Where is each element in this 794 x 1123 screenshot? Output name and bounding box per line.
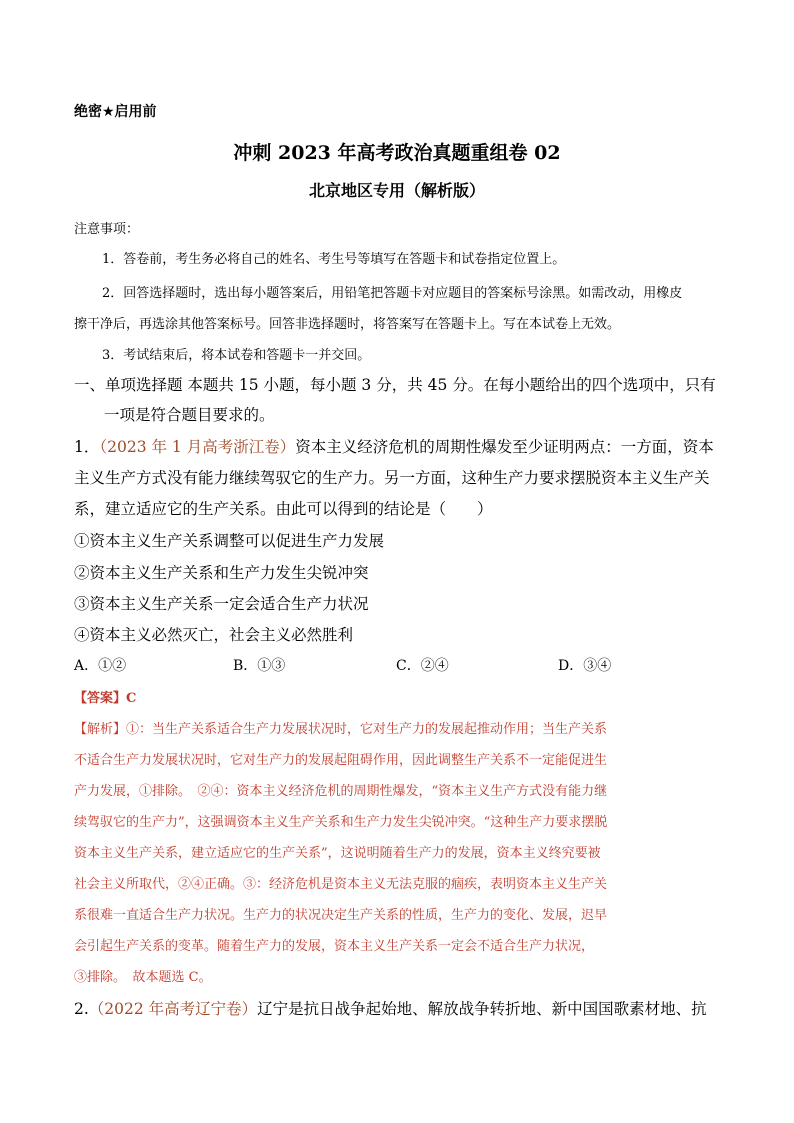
page-title: 冲刺 2023 年高考政治真题重组卷 02 <box>233 142 561 164</box>
analysis-line-2: 不适合生产力发展状况时，它对生产力的发展起阻碍作用，因此调整生产关系不一定能促进生 <box>74 753 608 768</box>
question-1-line-1 <box>74 435 714 457</box>
section-heading-cont: 一项是符合题目要求的。 <box>104 406 275 424</box>
analysis-line-8: 会引起生产关系的变革。随着生产力的发展，资本主义生产关系一定会不适合生产力状况， <box>74 939 595 954</box>
notice-item-1: 1．答卷前，考生务必将自己的姓名、考生号等填写在答题卡和试卷指定位置上。 <box>102 252 566 267</box>
statement-3: ③资本主义生产关系一定会适合生产力状况 <box>74 595 369 613</box>
question-stem: 辽宁是抗日战争起始地、解放战争转折地、新中国国歌素材地、抗 <box>257 1000 707 1018</box>
answer-label: 【答案】C <box>74 691 137 706</box>
analysis-line-7: 系很难一直适合生产力状况。生产力的状况决定生产关系的性质，生产力的变化、发展，迟早 <box>74 908 608 923</box>
question-stem: 资本主义经济危机的周期性爆发至少证明两点：一方面，资本 <box>295 438 714 456</box>
analysis-line-6: 社会主义所取代，②④正确。③：经济危机是资本主义无法克服的痼疾，表明资本主义生产关 <box>74 877 608 892</box>
statement-2: ②资本主义生产关系和生产力发生尖锐冲突 <box>74 564 369 582</box>
statement-1: ①资本主义生产关系调整可以促进生产力发展 <box>74 532 385 550</box>
analysis-line-1: 【解析】①：当生产关系适合生产力发展状况时，它对生产力的发展起推动作用；当生产关系 <box>74 722 608 737</box>
question-1-line-2: 主义生产方式没有能力继续驾驭它的生产力。另一方面，这种生产力要求摆脱资本主义生产关 <box>74 469 710 487</box>
notice-item-2-cont: 擦干净后，再选涂其他答案标号。回答非选择题时，将答案写在答题卡上。写在本试卷上无效。 <box>74 317 621 332</box>
option-d: D．③④ <box>558 658 612 674</box>
question-number: 2. <box>74 1000 89 1018</box>
statement-4: ④资本主义必然灭亡，社会主义必然胜利 <box>74 626 354 644</box>
question-1-line-3: 系，建立适应它的生产关系。由此可以得到的结论是（ ） <box>74 500 493 518</box>
analysis-line-4: 续驾驭它的生产力”，这强调资本主义生产关系和生产力发生尖锐冲突。“这种生产力要求摆脱 <box>74 815 608 830</box>
question-number: 1． <box>74 438 100 456</box>
notice-item-2: 2．回答选择题时，选出每小题答案后，用铅笔把答题卡对应题目的答案标号涂黑。如需改动，用橡皮 <box>102 286 683 301</box>
notice-item-3: 3．考试结束后，将本试卷和答题卡一并交回。 <box>102 348 371 363</box>
section-heading: 一、单项选择题 本题共 15 小题，每小题 3 分，共 45 分。在每小题给出的四个选项中，只有 <box>74 376 716 394</box>
analysis-line-5: 资本主义生产关系，建立适应它的生产关系”，这说明随着生产力的发展，资本主义终究要被 <box>74 846 601 861</box>
question-source: （2022 年高考辽宁卷） <box>88 1000 258 1018</box>
option-c: C．②④ <box>396 658 449 674</box>
page-subtitle: 北京地区专用（解析版） <box>308 181 485 200</box>
option-b: B．①③ <box>233 658 286 674</box>
question-2-line-1 <box>74 997 707 1019</box>
secret-mark: 绝密★启用前 <box>74 104 157 120</box>
notice-heading: 注意事项： <box>74 222 140 237</box>
question-source: （2023 年 1 月高考浙江卷） <box>99 438 296 456</box>
analysis-line-3: 产力发展，①排除。 ②④：资本主义经济危机的周期性爆发，“资本主义生产方式没有能力继 <box>74 784 608 799</box>
option-a: A．①② <box>74 658 127 674</box>
analysis-line-9: ③排除。 故本题选 C。 <box>74 970 212 985</box>
